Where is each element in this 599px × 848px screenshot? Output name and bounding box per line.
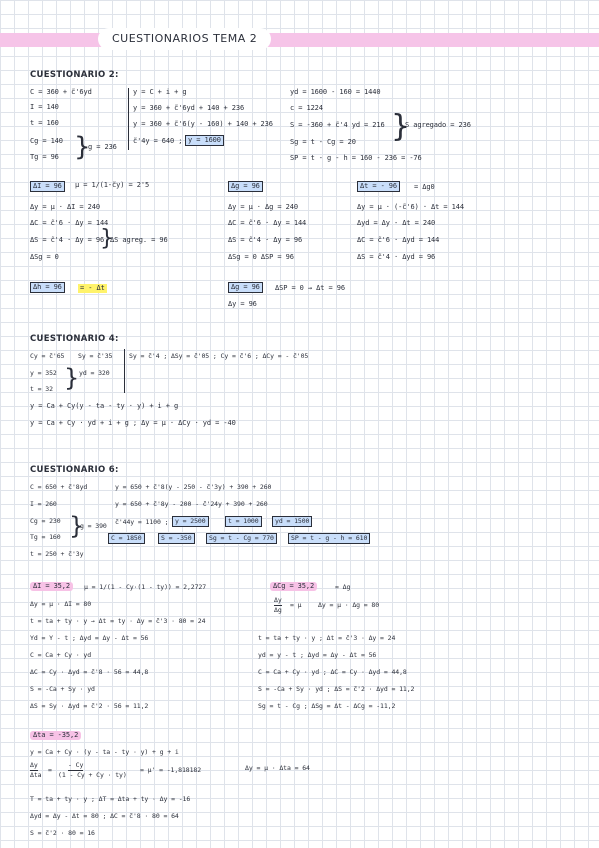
q6-b-frac-den: Δg	[274, 606, 282, 614]
q6-b-line: t = ta + ty · y ; Δt = c̃'3 · Δy = 24	[258, 634, 396, 642]
q2-left-line: Cg = 140	[30, 137, 63, 145]
q6-a-mult: μ = 1/(1 - Cy·(1 - ty)) = 2,2727	[84, 583, 207, 591]
q6-left-line: Tg = 160	[30, 533, 61, 541]
q2-b3-box: Δt = - 96	[357, 181, 400, 192]
q6-left-line: I = 260	[30, 500, 57, 508]
q6-b-line: Sg = t - Cg ; ΔSg = Δt - ΔCg = -11,2	[258, 702, 396, 710]
q2-left-line: C = 360 + c̃'6yd	[30, 88, 92, 96]
q2-left-line: t = 160	[30, 119, 59, 127]
q2-b3-line: Δy = μ · (-c̃'6) · Δt = 144	[357, 203, 464, 211]
q2-s-agregado: S agregado = 236	[405, 121, 471, 129]
q2-b5-box: Δg = 96	[228, 282, 263, 293]
q6-a-line: t = ta + ty · y → Δt = ty · Δy = c̃'3 · 80 = 24	[30, 617, 206, 625]
q6-b-frac-num: Δy	[274, 596, 282, 604]
q6-box-y: y = 2500	[172, 516, 209, 527]
q2-left-line: Tg = 96	[30, 153, 59, 161]
q6-c-frac-den: Δta	[30, 771, 42, 779]
q6-box-c: C = 1850	[108, 533, 145, 544]
q4-eq2: y = Ca + Cy · yd + i + g ; Δy = μ · ΔCy · yd = -40	[30, 419, 236, 427]
q6-b-box: ΔCg = 35,2	[270, 582, 317, 591]
q2-b5-eq: ΔSP = 0 → Δt = 96	[275, 284, 345, 292]
divider	[128, 88, 129, 150]
q2-left-line: I = 140	[30, 103, 59, 111]
q2-b1-line: ΔS = c̃'4 · Δy = 96	[30, 236, 105, 244]
q6-b-frac-rest: = μ	[290, 601, 302, 609]
q6-a-line: ΔC = Cy · Δyd = c̃'8 · 56 = 44,8	[30, 668, 149, 676]
brace-icon: }	[69, 512, 85, 540]
q2-b1-line: ΔSg = 0	[30, 253, 59, 261]
q2-b3-line: ΔC = c̃'6 · Δyd = 144	[357, 236, 440, 244]
q2-right-line: c = 1224	[290, 104, 323, 112]
q6-b-line: S = -Ca + Sy · yd ; ΔS = c̃'2 · Δyd = 11,2	[258, 685, 415, 693]
q2-b3-line: Δyd = Δy - Δt = 240	[357, 219, 436, 227]
q2-b2-box: Δg = 96	[228, 181, 263, 192]
q2-b3-line: ΔS = c̃'4 · Δyd = 96	[357, 253, 436, 261]
q2-b1-mult: μ = 1/(1-c̃y) = 2'5	[75, 181, 150, 189]
q2-b2-line: ΔS = c̃'4 · Δy = 96	[228, 236, 303, 244]
q6-c-frac2-den: (1 - Cy + Cy · ty)	[58, 771, 127, 779]
equals-sign: =	[48, 766, 52, 774]
q6-c-line1: y = Ca + Cy · (y - ta - ty · y) + g + i	[30, 748, 179, 756]
q2-b2-line: ΔC = c̃'6 · Δy = 144	[228, 219, 307, 227]
q6-b-line: C = Ca + Cy · yd ; ΔC = Cy · Δyd = 44,8	[258, 668, 407, 676]
q6-a-line: Yd = Y - t ; Δyd = Δy - Δt = 56	[30, 634, 149, 642]
q2-b2-line: Δy = μ · Δg = 240	[228, 203, 298, 211]
q4-t: t = 32	[30, 385, 53, 393]
q2-b3-eq: = Δg0	[414, 183, 435, 191]
q6-mid2: y = 650 + c̃'8y - 200 - c̃'24y + 390 + 260	[115, 500, 268, 508]
q4-heading: CUESTIONARIO 4:	[30, 334, 119, 344]
q6-c-box: Δta = -35,2	[30, 731, 81, 740]
q6-c-line: T = ta + ty · y ; ΔT = Δta + ty · Δy = -16	[30, 795, 191, 803]
title-band	[0, 33, 599, 47]
brace-icon: }	[64, 364, 80, 392]
q2-mid-line: y = C + i + g	[133, 88, 187, 96]
q6-left-line: C = 650 + c̃'8yd	[30, 483, 88, 491]
q4-y: y = 352	[30, 369, 57, 377]
q2-b4-box: Δh = 96	[30, 282, 65, 293]
q2-mid-line: y = 360 + c̃'6(y - 160) + 140 + 236	[133, 120, 273, 128]
q6-heading: CUESTIONARIO 6:	[30, 465, 119, 475]
q2-right-line: Sg = t - Cg = 20	[290, 138, 356, 146]
q6-box-t: t = 1000	[225, 516, 262, 527]
brace-icon: }	[74, 132, 91, 162]
q6-b-eq: = Δg	[335, 583, 351, 591]
q6-c-line: S = c̃'2 · 80 = 16	[30, 829, 95, 837]
q2-heading: CUESTIONARIO 2:	[30, 70, 119, 80]
q6-c-frac2-num: - Cy	[68, 761, 84, 769]
q2-b2-line: ΔSg = 0 ΔSP = 96	[228, 253, 294, 261]
q2-mid-last: c̃'4y = 640 ;	[133, 137, 183, 145]
q6-c-line: Δyd = Δy - Δt = 80 ; ΔC = c̃'8 · 80 = 64	[30, 812, 179, 820]
q2-right-line: SP = t - g - h = 160 - 236 = -76	[290, 154, 422, 162]
q2-b4-eq: = - Δt	[80, 284, 105, 292]
q2-mid-line: y = 360 + c̃'6yd + 140 + 236	[133, 104, 245, 112]
q6-mid1: y = 650 + c̃'8(y - 250 - c̃'3y) + 390 + 260	[115, 483, 272, 491]
q6-b-dy: Δy = μ · Δg = 80	[318, 601, 380, 609]
divider	[124, 349, 125, 393]
q4-yd: yd = 320	[79, 369, 110, 377]
q6-a-line: ΔS = Sy · Δyd = c̃'2 · 56 = 11,2	[30, 702, 149, 710]
q6-left-line: t = 250 + c̃'3y	[30, 550, 84, 558]
q2-right-line: S = -360 + c̃'4 yd = 216	[290, 121, 385, 129]
q6-c-frac-num: Δy	[30, 761, 38, 769]
q2-b1-agreg: ΔS agreg. = 96	[110, 236, 168, 244]
q2-b1-line: ΔC = c̃'6 · Δy = 144	[30, 219, 109, 227]
q6-a-line: Δy = μ · ΔI = 80	[30, 600, 92, 608]
page-title: CUESTIONARIOS TEMA 2	[98, 28, 271, 50]
q2-y-box: y = 1600	[185, 135, 224, 146]
brace-icon: }	[391, 109, 411, 144]
q6-c-dy: Δy = μ · Δta = 64	[245, 764, 310, 772]
q4-row1a: Cy = c̃'65	[30, 352, 65, 360]
q4-row1b: Sy = c̃'35	[78, 352, 113, 360]
q2-b1-box: ΔI = 96	[30, 181, 65, 192]
q6-box-s: S = -350	[158, 533, 195, 544]
brace-icon: }	[100, 226, 114, 251]
q2-right-line: yd = 1600 - 160 = 1440	[290, 88, 381, 96]
q6-a-line: S = -Ca + Sy · yd	[30, 685, 95, 693]
q6-left-line: Cg = 230	[30, 517, 61, 525]
q6-box-yd: yd = 1500	[272, 516, 312, 527]
q6-b-line: yd = y - t ; Δyd = Δy - Δt = 56	[258, 651, 377, 659]
q6-box-sp: SP = t - g - h = 610	[288, 533, 370, 544]
q6-mid3: c̃'44y = 1100 ;	[115, 518, 169, 526]
q4-eq1: y = Ca + Cy(y - ta - ty · y) + i + g	[30, 402, 179, 410]
q6-a-line: C = Ca + Cy · yd	[30, 651, 92, 659]
q6-box-sg: Sg = t - Cg = 770	[206, 533, 277, 544]
q2-g-eq: g = 236	[88, 143, 117, 151]
q6-c-frac-rest: = μ' = -1,818182	[140, 766, 202, 774]
q6-g-eq: g = 390	[80, 522, 107, 530]
q4-right: Sy = c̃'4 ; ΔSy = c̃'05 ; Cy = c̃'6 ; ΔCy = - c̃'05	[129, 352, 309, 360]
q2-b5-dy: Δy = 96	[228, 300, 257, 308]
q6-a-box: ΔI = 35,2	[30, 582, 73, 591]
q2-b1-line: Δy = μ · ΔI = 240	[30, 203, 100, 211]
